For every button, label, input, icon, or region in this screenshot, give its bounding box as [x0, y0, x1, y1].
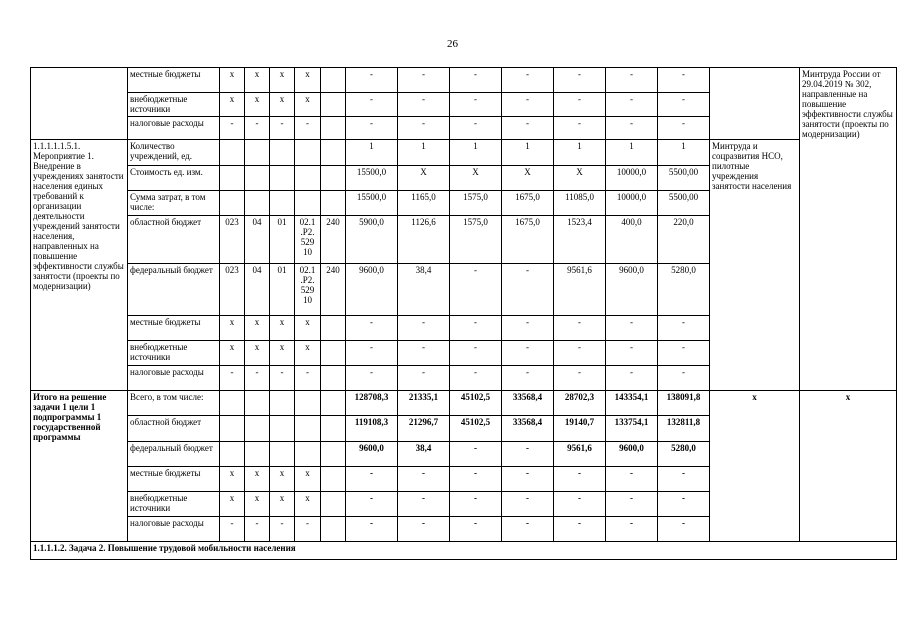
value-cell: - — [658, 492, 710, 517]
value-cell: 21296,7 — [398, 416, 450, 442]
code-cell: x — [220, 93, 245, 117]
value-cell: - — [606, 467, 658, 492]
value-cell: - — [554, 492, 606, 517]
value-cell: - — [658, 366, 710, 391]
value-cell: - — [502, 316, 554, 341]
value-cell: 9600,0 — [606, 264, 658, 316]
code-cell: - — [245, 117, 270, 140]
value-cell: - — [346, 68, 398, 93]
code-cell: - — [295, 117, 321, 140]
value-cell: 9600,0 — [346, 442, 398, 467]
value-cell: - — [502, 93, 554, 117]
code-cell: x — [270, 492, 295, 517]
code-cell: - — [245, 366, 270, 391]
page-number: 26 — [447, 38, 458, 50]
value-cell: - — [450, 492, 502, 517]
code-cell: x — [270, 68, 295, 93]
value-cell: - — [450, 68, 502, 93]
code-cell: x — [295, 316, 321, 341]
value-cell: 1165,0 — [398, 191, 450, 216]
value-cell: 15500,0 — [346, 166, 398, 191]
row-label: местные бюджеты — [128, 68, 220, 93]
code-cell: x — [295, 93, 321, 117]
value-cell: 38,4 — [398, 442, 450, 467]
code-cell: 01 — [270, 216, 295, 264]
code-cell — [270, 442, 295, 467]
value-cell: - — [502, 467, 554, 492]
code-cell: - — [220, 517, 245, 542]
value-cell: 9561,6 — [554, 442, 606, 467]
code-cell: 01 — [270, 264, 295, 316]
value-cell: - — [398, 117, 450, 140]
value-cell: 5280,0 — [658, 442, 710, 467]
value-cell: - — [502, 517, 554, 542]
code-cell — [270, 140, 295, 166]
value-cell: - — [658, 467, 710, 492]
value-cell: 1523,4 — [554, 216, 606, 264]
code-cell — [321, 316, 346, 341]
value-cell: - — [346, 517, 398, 542]
value-cell: 45102,5 — [450, 391, 502, 416]
code-cell — [270, 191, 295, 216]
code-cell — [321, 366, 346, 391]
value-cell: - — [450, 442, 502, 467]
task-row — [31, 542, 897, 560]
value-cell: - — [502, 366, 554, 391]
executor-cell: Минтруда и соцразвития НСО, пилотные учреждения занятости населения — [710, 140, 800, 391]
value-cell: - — [502, 442, 554, 467]
value-cell: - — [502, 68, 554, 93]
code-cell — [295, 191, 321, 216]
value-cell: 11085,0 — [554, 191, 606, 216]
code-cell: - — [270, 117, 295, 140]
value-cell: - — [658, 68, 710, 93]
code-cell — [321, 517, 346, 542]
code-cell — [245, 391, 270, 416]
total-title: Итого на решение задачи 1 цели 1 подпрограммы 1 государственной программы — [31, 391, 128, 542]
value-cell: - — [554, 117, 606, 140]
code-cell: x — [245, 467, 270, 492]
row-label: внебюджетные источники — [128, 341, 220, 366]
value-cell: - — [554, 316, 606, 341]
value-cell: - — [398, 517, 450, 542]
value-cell: - — [450, 341, 502, 366]
value-cell: 33568,4 — [502, 391, 554, 416]
code-cell: x — [220, 467, 245, 492]
code-cell: x — [270, 467, 295, 492]
row-label: областной бюджет — [128, 416, 220, 442]
result-cell: Минтруда России от 29.04.2019 № 302, направленные на повышение эффективности службы занятости (проекты по модернизации) — [800, 68, 897, 391]
code-cell — [321, 341, 346, 366]
code-cell — [270, 391, 295, 416]
code-cell — [220, 191, 245, 216]
value-cell: - — [398, 68, 450, 93]
code-cell: - — [220, 117, 245, 140]
value-cell: 9561,6 — [554, 264, 606, 316]
value-cell: 10000,0 — [606, 191, 658, 216]
value-cell: - — [450, 93, 502, 117]
row-label: налоговые расходы — [128, 517, 220, 542]
code-cell: 023 — [220, 216, 245, 264]
value-cell: - — [450, 264, 502, 316]
code-cell: x — [270, 316, 295, 341]
value-cell: - — [554, 467, 606, 492]
value-cell: - — [398, 93, 450, 117]
value-cell: 15500,0 — [346, 191, 398, 216]
value-cell: 33568,4 — [502, 416, 554, 442]
row-label: Всего, в том числе: — [128, 391, 220, 416]
value-cell: - — [658, 341, 710, 366]
code-cell: x — [295, 492, 321, 517]
value-cell: 1575,0 — [450, 191, 502, 216]
code-cell — [295, 391, 321, 416]
code-cell: x — [270, 341, 295, 366]
code-cell — [295, 166, 321, 191]
code-cell — [321, 68, 346, 93]
value-cell: - — [398, 316, 450, 341]
value-cell: 5900,0 — [346, 216, 398, 264]
code-cell — [220, 391, 245, 416]
code-cell: 240 — [321, 216, 346, 264]
row-label: федеральный бюджет — [128, 442, 220, 467]
code-cell — [245, 140, 270, 166]
code-cell: x — [245, 341, 270, 366]
value-cell: - — [606, 517, 658, 542]
code-cell — [321, 492, 346, 517]
code-cell: x — [245, 316, 270, 341]
value-cell: - — [606, 492, 658, 517]
value-cell: - — [606, 316, 658, 341]
value-cell: - — [398, 467, 450, 492]
row-label: внебюджетные источники — [128, 492, 220, 517]
value-cell: 45102,5 — [450, 416, 502, 442]
code-cell — [321, 93, 346, 117]
code-cell: 023 — [220, 264, 245, 316]
value-cell: - — [606, 117, 658, 140]
value-cell: - — [606, 68, 658, 93]
value-cell: 1575,0 — [450, 216, 502, 264]
code-cell: - — [245, 517, 270, 542]
code-cell — [245, 442, 270, 467]
value-cell: 1 — [658, 140, 710, 166]
value-cell: 133754,1 — [606, 416, 658, 442]
value-cell: X — [450, 166, 502, 191]
program-table — [30, 67, 897, 560]
table-row — [31, 140, 897, 166]
value-cell: - — [658, 93, 710, 117]
value-cell: - — [398, 492, 450, 517]
code-cell — [321, 442, 346, 467]
value-cell: 1 — [398, 140, 450, 166]
value-cell: - — [658, 117, 710, 140]
code-cell — [321, 166, 346, 191]
row-label: Сумма затрат, в том числе: — [128, 191, 220, 216]
value-cell: - — [450, 117, 502, 140]
value-cell: 9600,0 — [606, 442, 658, 467]
code-cell — [321, 117, 346, 140]
value-cell: 10000,0 — [606, 166, 658, 191]
code-cell — [321, 391, 346, 416]
code-cell: x — [270, 93, 295, 117]
code-cell: x — [295, 467, 321, 492]
code-cell — [295, 442, 321, 467]
value-cell: 19140,7 — [554, 416, 606, 442]
value-cell: - — [450, 316, 502, 341]
value-cell: - — [450, 467, 502, 492]
value-cell: - — [398, 366, 450, 391]
value-cell: - — [346, 117, 398, 140]
code-cell: 04 — [245, 216, 270, 264]
code-cell — [245, 416, 270, 442]
code-cell: - — [270, 366, 295, 391]
value-cell: - — [606, 93, 658, 117]
value-cell: 1 — [554, 140, 606, 166]
value-cell: - — [346, 492, 398, 517]
executor-cell: x — [710, 391, 800, 542]
value-cell: - — [346, 467, 398, 492]
code-cell: - — [270, 517, 295, 542]
value-cell: - — [606, 366, 658, 391]
code-cell — [295, 416, 321, 442]
value-cell: - — [554, 68, 606, 93]
code-cell: 02.1 .P2. 529 10 — [295, 216, 321, 264]
code-cell — [295, 140, 321, 166]
value-cell: - — [502, 264, 554, 316]
code-cell — [321, 191, 346, 216]
code-cell: x — [295, 341, 321, 366]
continuation-cell — [31, 68, 128, 140]
value-cell: 132811,8 — [658, 416, 710, 442]
code-cell: - — [220, 366, 245, 391]
row-label: налоговые расходы — [128, 117, 220, 140]
value-cell: X — [398, 166, 450, 191]
code-cell — [321, 140, 346, 166]
executor-cell — [710, 68, 800, 140]
value-cell: - — [450, 366, 502, 391]
code-cell: x — [245, 68, 270, 93]
value-cell: - — [502, 117, 554, 140]
code-cell — [321, 416, 346, 442]
value-cell: 400,0 — [606, 216, 658, 264]
measure-title: 1.1.1.1.1.5.1. Мероприятие 1. Внедрение в учреждениях занятости населения единых требований к организации деятельности учреждений занятости населения, направленных на повышение эффективности службы занятости (проекты по модернизации) — [31, 140, 128, 391]
value-cell: - — [554, 366, 606, 391]
row-label: Количество учреждений, ед. — [128, 140, 220, 166]
row-label: областной бюджет — [128, 216, 220, 264]
code-cell: - — [295, 366, 321, 391]
code-cell: x — [220, 492, 245, 517]
value-cell: 138091,8 — [658, 391, 710, 416]
value-cell: 220,0 — [658, 216, 710, 264]
value-cell: - — [502, 341, 554, 366]
row-label: внебюджетные источники — [128, 93, 220, 117]
table-row — [31, 68, 897, 93]
value-cell: - — [346, 341, 398, 366]
value-cell: 128708,3 — [346, 391, 398, 416]
code-cell — [220, 442, 245, 467]
value-cell: - — [554, 93, 606, 117]
code-cell: 02.1 .P2. 529 10 — [295, 264, 321, 316]
code-cell — [245, 191, 270, 216]
value-cell: - — [658, 517, 710, 542]
code-cell: x — [295, 68, 321, 93]
result-cell: x — [800, 391, 897, 542]
value-cell: X — [502, 166, 554, 191]
value-cell: 1 — [450, 140, 502, 166]
code-cell — [245, 166, 270, 191]
code-cell — [220, 416, 245, 442]
code-cell: 04 — [245, 264, 270, 316]
code-cell — [270, 416, 295, 442]
value-cell: - — [398, 341, 450, 366]
value-cell: 28702,3 — [554, 391, 606, 416]
value-cell: 1675,0 — [502, 191, 554, 216]
code-cell — [270, 166, 295, 191]
value-cell: 1 — [502, 140, 554, 166]
value-cell: - — [658, 316, 710, 341]
row-label: федеральный бюджет — [128, 264, 220, 316]
value-cell: - — [346, 366, 398, 391]
code-cell — [321, 467, 346, 492]
table-row — [31, 391, 897, 416]
row-label: Стоимость ед. изм. — [128, 166, 220, 191]
code-cell — [220, 166, 245, 191]
value-cell: 1675,0 — [502, 216, 554, 264]
code-cell: - — [295, 517, 321, 542]
value-cell: 1 — [346, 140, 398, 166]
value-cell: 9600,0 — [346, 264, 398, 316]
value-cell: X — [554, 166, 606, 191]
row-label: налоговые расходы — [128, 366, 220, 391]
value-cell: 1 — [606, 140, 658, 166]
value-cell: 38,4 — [398, 264, 450, 316]
value-cell: - — [346, 93, 398, 117]
code-cell: 240 — [321, 264, 346, 316]
value-cell: 5500,00 — [658, 166, 710, 191]
row-label: местные бюджеты — [128, 316, 220, 341]
value-cell: - — [450, 517, 502, 542]
value-cell: 119108,3 — [346, 416, 398, 442]
code-cell: x — [220, 68, 245, 93]
value-cell: 5280,0 — [658, 264, 710, 316]
value-cell: 21335,1 — [398, 391, 450, 416]
code-cell: x — [245, 492, 270, 517]
value-cell: 5500,00 — [658, 191, 710, 216]
value-cell: 1126,6 — [398, 216, 450, 264]
code-cell: x — [245, 93, 270, 117]
value-cell: - — [502, 492, 554, 517]
value-cell: - — [346, 316, 398, 341]
code-cell: x — [220, 316, 245, 341]
value-cell: - — [554, 517, 606, 542]
value-cell: - — [554, 341, 606, 366]
value-cell: 143354,1 — [606, 391, 658, 416]
code-cell — [220, 140, 245, 166]
task-2-heading: 1.1.1.1.2. Задача 2. Повышение трудовой мобильности населения — [31, 542, 897, 560]
value-cell: - — [606, 341, 658, 366]
row-label: местные бюджеты — [128, 467, 220, 492]
code-cell: x — [220, 341, 245, 366]
